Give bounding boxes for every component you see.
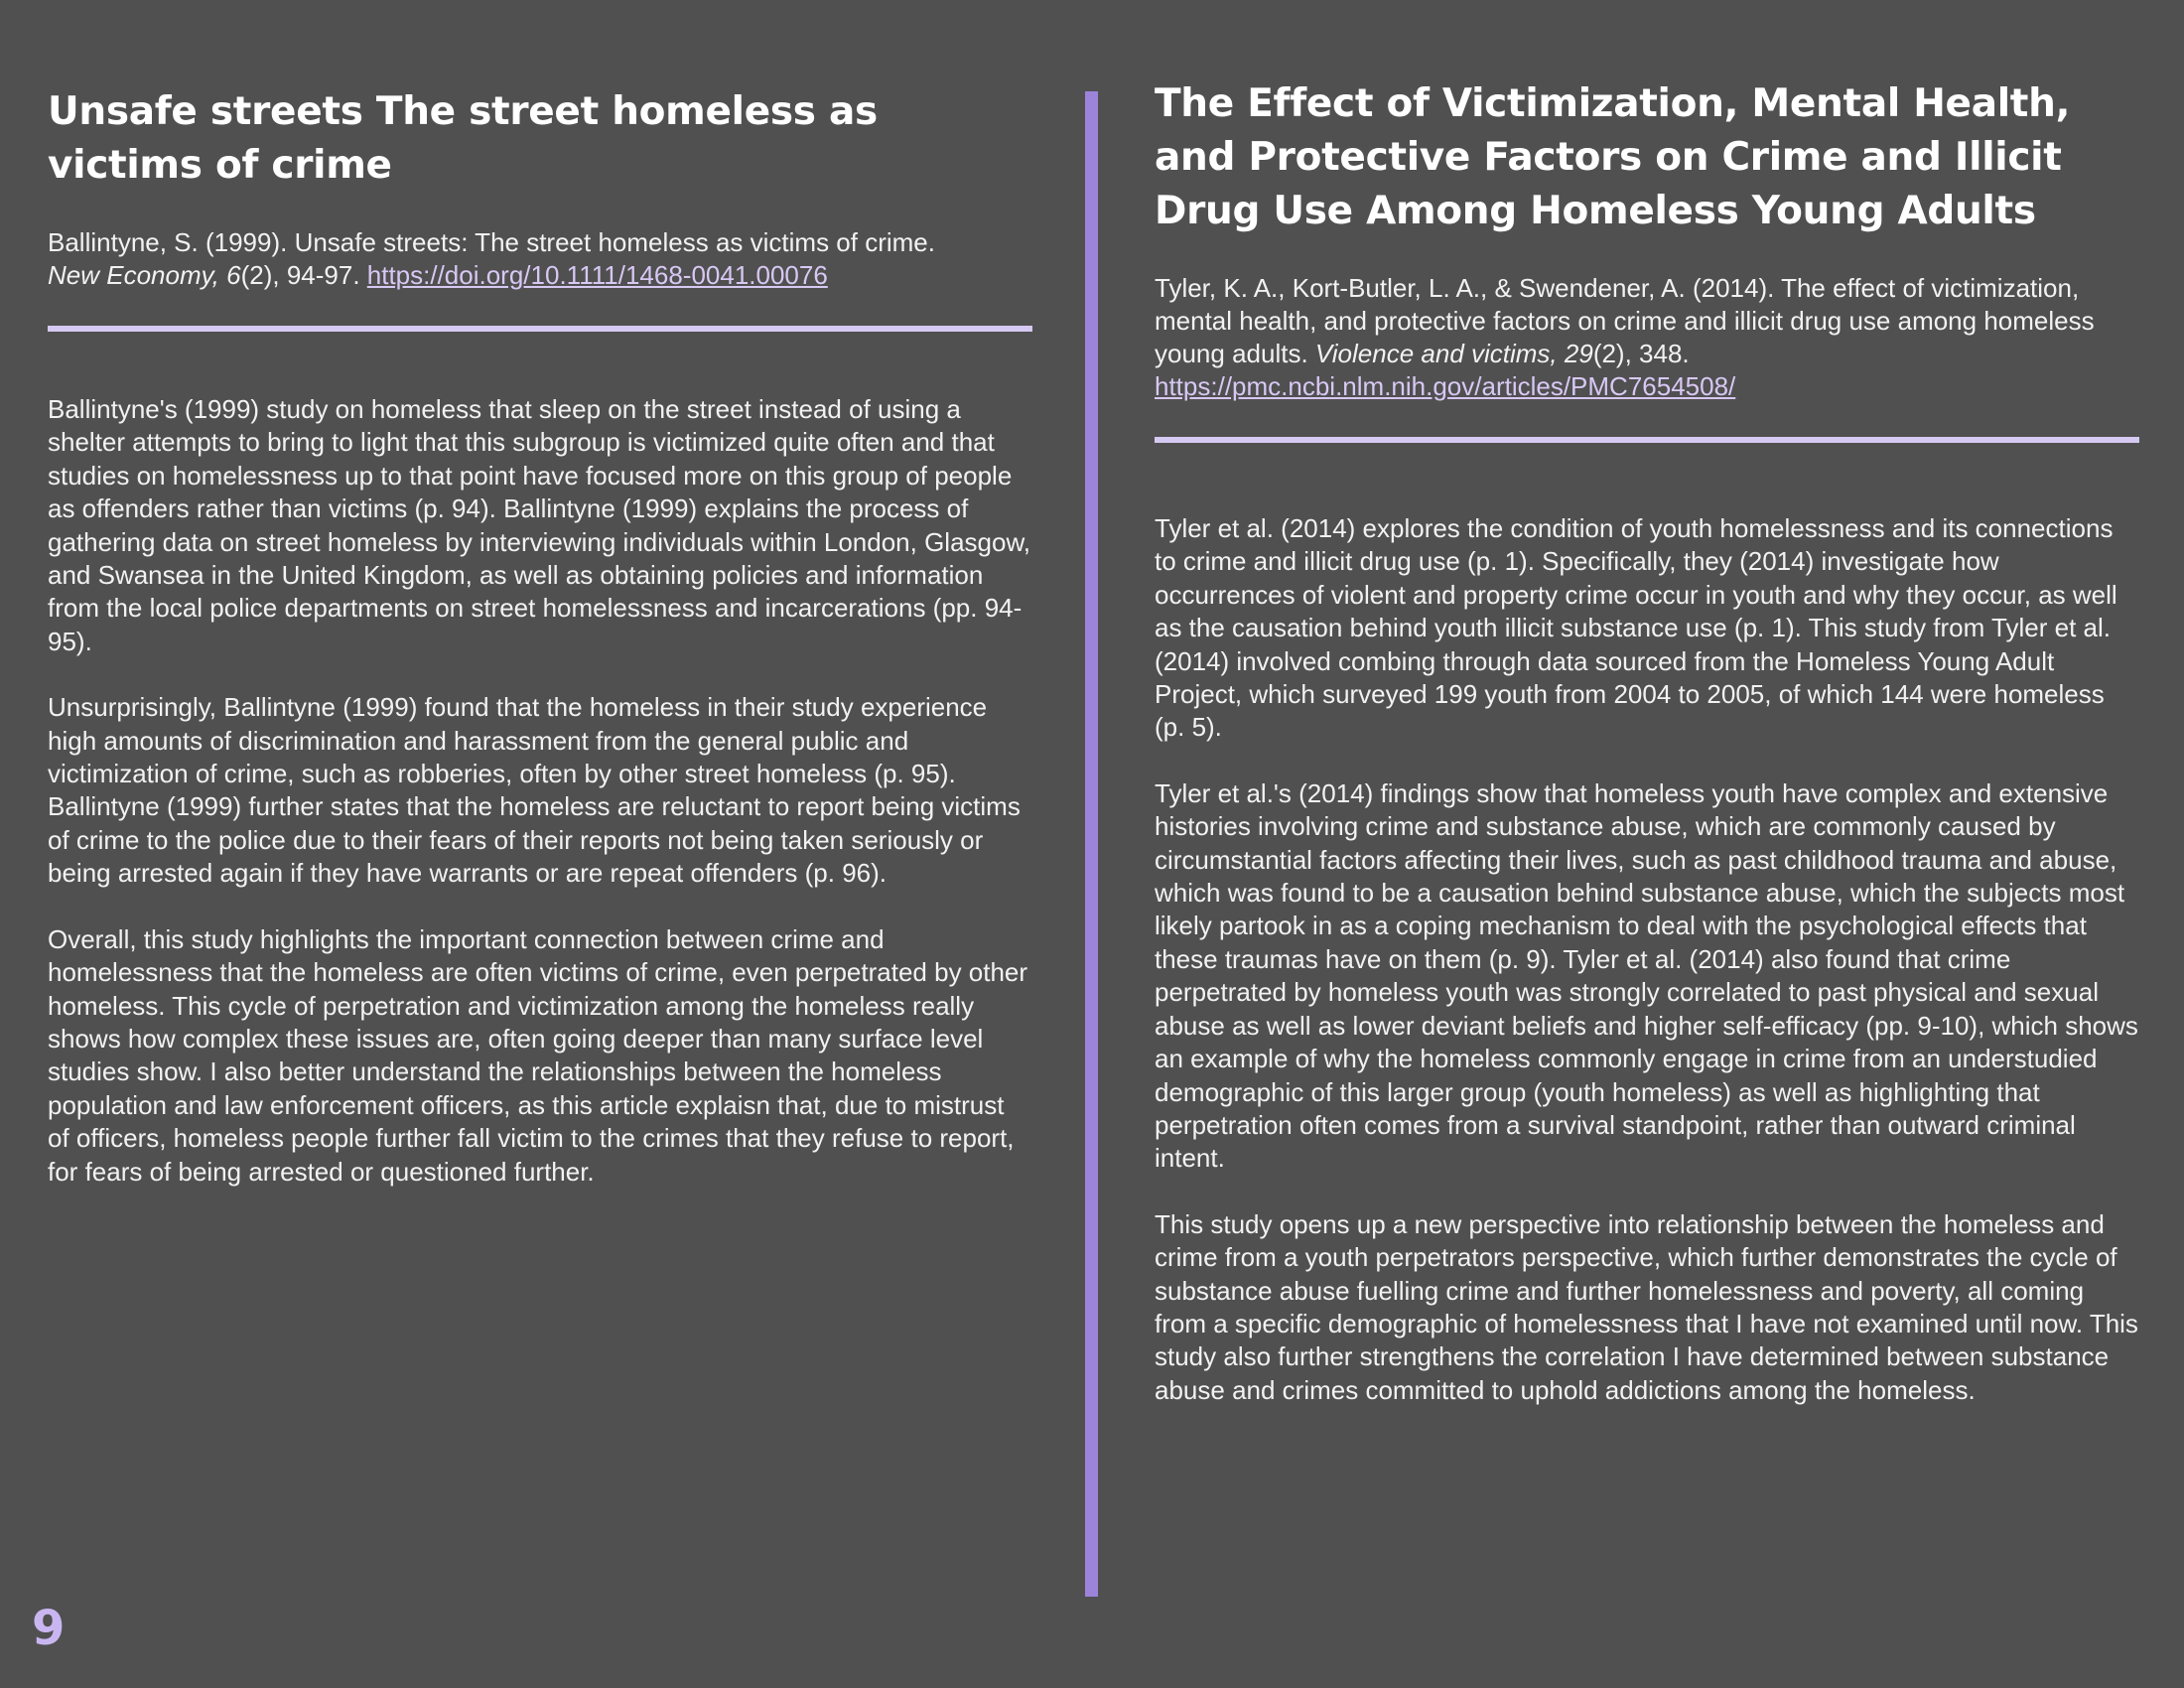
right-citation-journal: Violence and victims, 29 [1314, 339, 1593, 368]
left-citation-journal: New Economy, 6 [48, 260, 241, 290]
right-article-body [1155, 512, 2139, 1407]
left-article [48, 0, 1032, 1221]
right-article [1155, 0, 2139, 1440]
left-separator-rule [48, 326, 1032, 332]
left-paragraph: Overall, this study highlights the important connection between crime and homelessness that the homeless are often victims of crime, even perpetrated by other homeless. This cycle of perpetration and victimization among the homeless really shows how complex these issues are, often going deeper than many surface level studies show. I also better understand the relationships between the homeless population and law enforcement officers, as this article explaisn that, due to mistrust of officers, homeless people further fall victim to the crimes that they refuse to report, for fears of being arrested or questioned further. [48, 923, 1028, 1187]
right-separator-rule [1155, 437, 2139, 443]
left-paragraph: Unsurprisingly, Ballintyne (1999) found that the homeless in their study experience high amounts of discrimination and harassment from the general public and victimization of crime, such as robberies, often by other street homeless (p. 95). Ballintyne (1999) further states that the homeless are reluctant to report being victims of crime to the police due to their fears of their reports not being taken seriously or being arrested again if they have warrants or are repeat offenders (p. 96). [48, 692, 1021, 889]
left-citation-after-journal: (2), 94-97. [240, 260, 367, 290]
column-divider [1085, 91, 1098, 1597]
left-article-citation [48, 226, 1032, 292]
right-paragraph: Tyler et al.'s (2014) findings show that homeless youth have complex and extensive histories involving crime and substance abuse, which are commonly caused by circumstantial factors affecting their lives, such as past childhood trauma and abuse, which was found to be a causation behind substance abuse, which the subjects most likely partook in as a coping mechanism to deal with the psychological effects that these traumas have on them (p. 9). Tyler et al. (2014) also found that crime perpetrated by homeless youth was strongly correlated to past physical and sexual abuse as well as lower deviant beliefs and higher self-efficacy (pp. 9-10), which shows an example of why the homeless commonly engage in crime from an understudied demographic of this larger group (youth homeless) as well as highlighting that perpetration often comes from a survival standpoint, rather than outward criminal intent. [1155, 777, 2138, 1174]
right-paragraph: Tyler et al. (2014) explores the condition of youth homelessness and its connections to crime and illicit drug use (p. 1). Specifically, they (2014) investigate how occurrences of violent and property crime occur in youth and why they occur, as well as the causation behind youth illicit substance use (p. 1). This study from Tyler et al. (2014) involved combing through data sourced from the Homeless Young Adult Project, which surveyed 199 youth from 2004 to 2005, of which 144 were homeless (p. 5). [1155, 513, 2117, 743]
right-article-citation [1155, 272, 2139, 403]
left-article-body [48, 393, 1032, 1189]
right-citation-after-journal: (2), 348. [1592, 339, 1690, 368]
right-article-title: The Effect of Victimization, Mental Health, and Protective Factors on Crime and Illicit Drug Use Among Homeless Young Adults [1155, 81, 2071, 233]
right-citation-text: Tyler, K. A., Kort-Butler, L. A., & Swendener, A. (2014). The effect of victimization, mental health, and protective factors on crime and illicit drug use among homeless young adults. [1155, 273, 2095, 368]
right-citation-link[interactable]: https://pmc.ncbi.nlm.nih.gov/articles/PMC7654508/ [1155, 371, 1736, 401]
left-citation-link[interactable]: https://doi.org/10.1111/1468-0041.00076 [366, 260, 828, 290]
right-paragraph: This study opens up a new perspective into relationship between the homeless and crime from a youth perpetrators perspective, which further demonstrates the cycle of substance abuse fuelling crime and further homelessness and poverty, all coming from a specific demographic of homelessness that I have not examined until now. This study also further strengthens the correlation I have determined between substance abuse and crimes committed to uphold addictions among the homeless. [1155, 1208, 2138, 1405]
left-paragraph: Ballintyne's (1999) study on homeless that sleep on the street instead of using a shelter attempts to bring to light that this subgroup is victimized quite often and that studies on homelessness up to that point have focused more on this group of people as offenders rather than victims (p. 94). Ballintyne (1999) explains the process of gathering data on street homeless by interviewing individuals within London, Glasgow, and Swansea in the United Kingdom, as well as obtaining policies and information from the local police departments on street homelessness and incarcerations (pp. 94-95). [48, 394, 1031, 656]
left-citation-text: Ballintyne, S. (1999). Unsafe streets: The street homeless as victims of crime. [48, 227, 935, 257]
page-number: 9 [32, 1601, 66, 1656]
left-article-title: Unsafe streets The street homeless as victims of crime [48, 89, 878, 188]
